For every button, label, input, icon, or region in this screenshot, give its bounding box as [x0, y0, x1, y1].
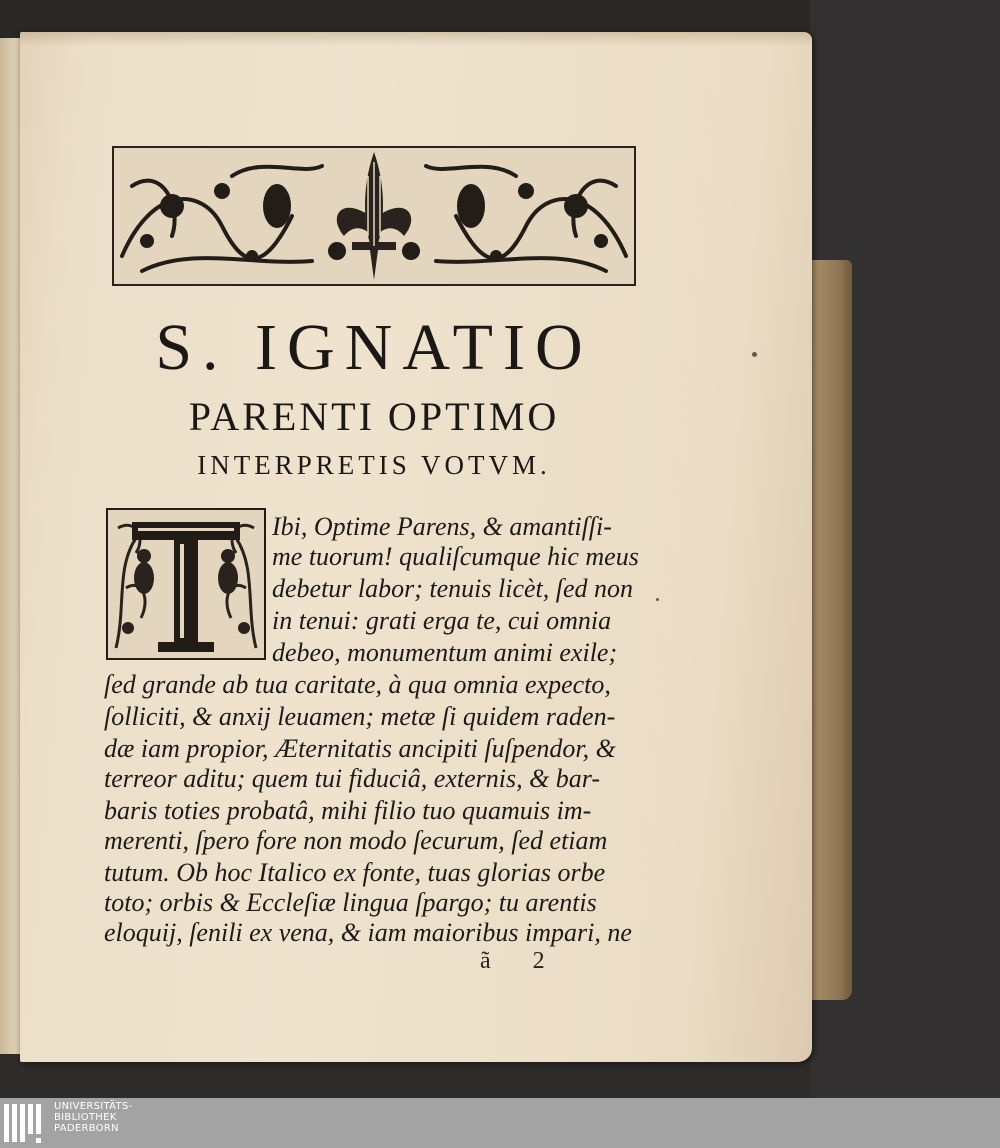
- text-line: in tenui: grati erga te, cui omnia: [272, 606, 612, 635]
- text-line: ſolliciti, & anxij leuamen; metæ ſi quidem raden-: [104, 702, 616, 731]
- ornamental-headpiece-icon: [112, 146, 636, 286]
- text-line: dæ iam propior, Æternitatis ancipiti ſuſpendor, &: [104, 734, 616, 763]
- library-logo-icon: [0, 1098, 48, 1148]
- text-line: terreor aditu; quem tui fiduciâ, externis, & bar-: [104, 764, 601, 793]
- library-name-line: BIBLIOTHEK: [54, 1112, 117, 1123]
- decorated-initial-icon: [106, 508, 266, 660]
- text-line: ſed grande ab tua caritate, à qua omnia expecto,: [104, 670, 611, 699]
- library-name-line: PADERBORN: [54, 1123, 119, 1134]
- page-title: S. IGNATIO: [155, 311, 593, 384]
- text-line: eloquij, ſenili ex vena, & iam maioribus impari, ne: [104, 918, 632, 947]
- page-dedication: INTERPRETIS VOTVM.: [197, 450, 551, 480]
- signature-mark: ã 2: [480, 948, 563, 974]
- library-name: [54, 1101, 254, 1134]
- text-line: tutum. Ob hoc Italico ex fonte, tuas glorias orbe: [104, 858, 606, 887]
- text-line: debetur labor; tenuis licèt, ſed non: [272, 574, 634, 603]
- text-line: merenti, ſpero fore non modo ſecurum, ſed etiam: [104, 826, 608, 855]
- page-shade: [20, 32, 812, 46]
- text-line: Ibi, Optime Parens, & amantiſſi-: [272, 512, 612, 541]
- paper-spot: [656, 598, 659, 601]
- text-line: toto; orbis & Eccleſiæ lingua ſpargo; tu arentis: [104, 888, 597, 917]
- text-line: debeo, monumentum animi exile;: [272, 638, 618, 667]
- text-line: me tuorum! qualiſcumque hic meus: [272, 542, 639, 571]
- text-line: baris toties probatâ, mihi filio tuo quamuis im-: [104, 796, 592, 825]
- paper-spot: [752, 352, 757, 357]
- page-subtitle: PARENTI OPTIMO: [188, 394, 560, 439]
- library-name-line: UNIVERSITÄTS-: [54, 1101, 133, 1112]
